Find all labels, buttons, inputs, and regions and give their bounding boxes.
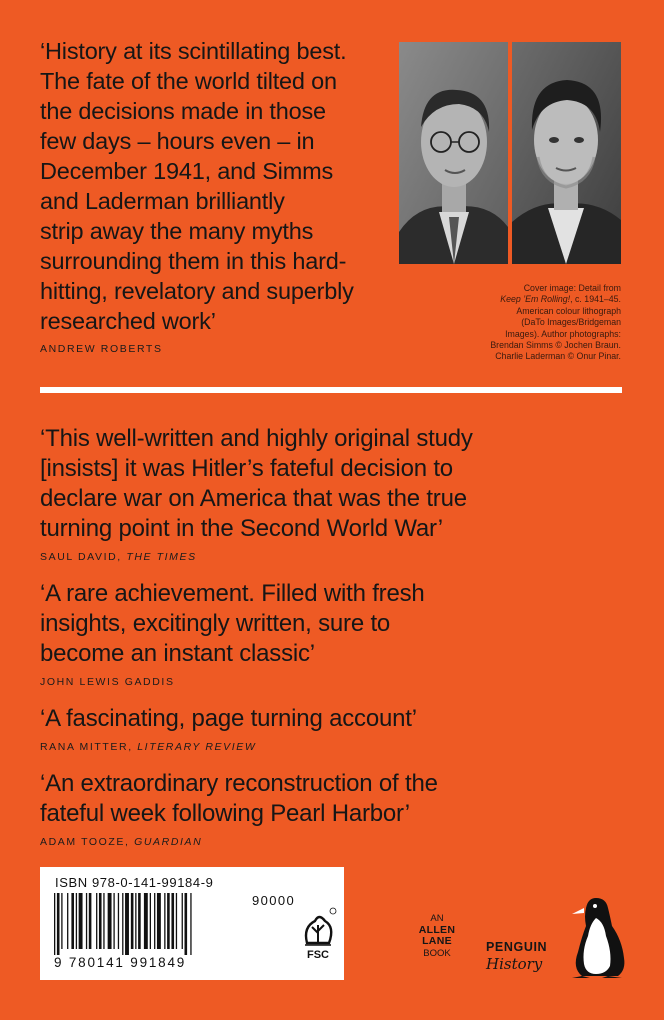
barcode-bar	[71, 893, 74, 949]
barcode-digits: 9 780141 991849	[54, 955, 187, 970]
barcode-addon-digits: 90000	[252, 893, 296, 908]
barcode-bar	[54, 893, 55, 955]
isbn-label: ISBN 978-0-141-99184-9	[55, 875, 214, 890]
barcode-bar	[86, 893, 87, 949]
barcode-bar	[138, 893, 141, 949]
history-wordmark: History	[486, 955, 543, 973]
barcode-bar	[96, 893, 97, 949]
barcode-bar	[190, 893, 191, 955]
penguin-wordmark: PENGUIN	[486, 940, 548, 954]
barcode-bar	[171, 893, 174, 949]
review-quote: ‘A rare achievement. Filled with fresh insights, excitingly written, sure to become an instant classic’ JOHN LEWIS GADDIS	[40, 579, 630, 688]
author-photo-brendan-simms	[399, 42, 508, 264]
top-quote-attribution: ANDREW ROBERTS	[40, 343, 163, 355]
fsc-tree-icon	[297, 907, 341, 963]
barcode-bar	[61, 893, 62, 949]
barcode-bar	[157, 893, 161, 949]
barcode-bar	[125, 893, 129, 955]
barcode-bar	[57, 893, 60, 955]
section-divider	[40, 387, 622, 393]
review-quote: ‘An extraordinary reconstruction of the fateful week following Pearl Harbor’ ADAM TOOZE, GUARDIAN	[40, 769, 630, 848]
barcode-bar	[108, 893, 112, 949]
barcode-bar	[182, 893, 183, 949]
barcode-bar	[67, 893, 68, 949]
barcode-bar	[154, 893, 155, 949]
barcode-bar	[99, 893, 102, 949]
review-quote: ‘This well-written and highly original study [insists] it was Hitler’s fateful decision to declare war on America that was the true turning point in the Second World War’ SAUL DAVID, THE TIMES	[40, 424, 630, 563]
barcode-bar	[185, 893, 188, 955]
allen-lane-imprint: AN ALLEN LANE BOOK	[418, 913, 456, 959]
quote-attribution: SAUL DAVID, THE TIMES	[40, 551, 197, 563]
quote-attribution: RANA MITTER, LITERARY REVIEW	[40, 741, 257, 753]
barcode-bar	[76, 893, 77, 949]
barcode-bar	[89, 893, 92, 949]
review-quote: ‘A fascinating, page turning account’ RANA MITTER, LITERARY REVIEW	[40, 704, 630, 753]
barcode-bar	[79, 893, 83, 949]
barcode-bar	[144, 893, 148, 949]
barcode-bar	[150, 893, 151, 949]
publisher-mark	[486, 940, 556, 973]
svg-text:FSC: FSC	[307, 949, 329, 961]
barcode-bar	[122, 893, 123, 955]
barcode-bar	[135, 893, 136, 949]
barcode-bar	[131, 893, 134, 949]
barcode-bar	[167, 893, 170, 949]
barcode-bars	[52, 893, 242, 955]
barcode-panel	[40, 867, 344, 980]
cover-credits: Cover image: Detail from Keep ’Em Rolling!, c. 1941–45. American colour lithograph (DaTo Images/Bridgeman Images). Author photographs: Brendan Simms © Jochen Braun. Charlie Laderman © Onur Pinar.	[490, 283, 621, 362]
barcode-bar	[103, 893, 104, 949]
barcode-bar	[176, 893, 177, 949]
top-quote-text: ‘History at its scintillating best. The fate of the world tilted on the decisions made in those few days – hours even – in December 1941, and Simms and Laderman brilliantly strip away the many myths surrounding them in this hard- hitting, revelatory and superbly researched work’	[40, 38, 354, 334]
penguin-logo-icon	[568, 896, 630, 980]
quote-attribution: JOHN LEWIS GADDIS	[40, 676, 175, 688]
barcode-bar	[164, 893, 165, 949]
author-photo-charlie-laderman	[512, 42, 621, 264]
author-photos	[399, 42, 621, 264]
quote-attribution: ADAM TOOZE, GUARDIAN	[40, 836, 203, 848]
barcode-bar	[118, 893, 119, 949]
top-review-quote	[40, 36, 390, 355]
review-quotes	[40, 424, 630, 864]
barcode-bar	[113, 893, 114, 949]
fsc-logo	[297, 907, 341, 963]
